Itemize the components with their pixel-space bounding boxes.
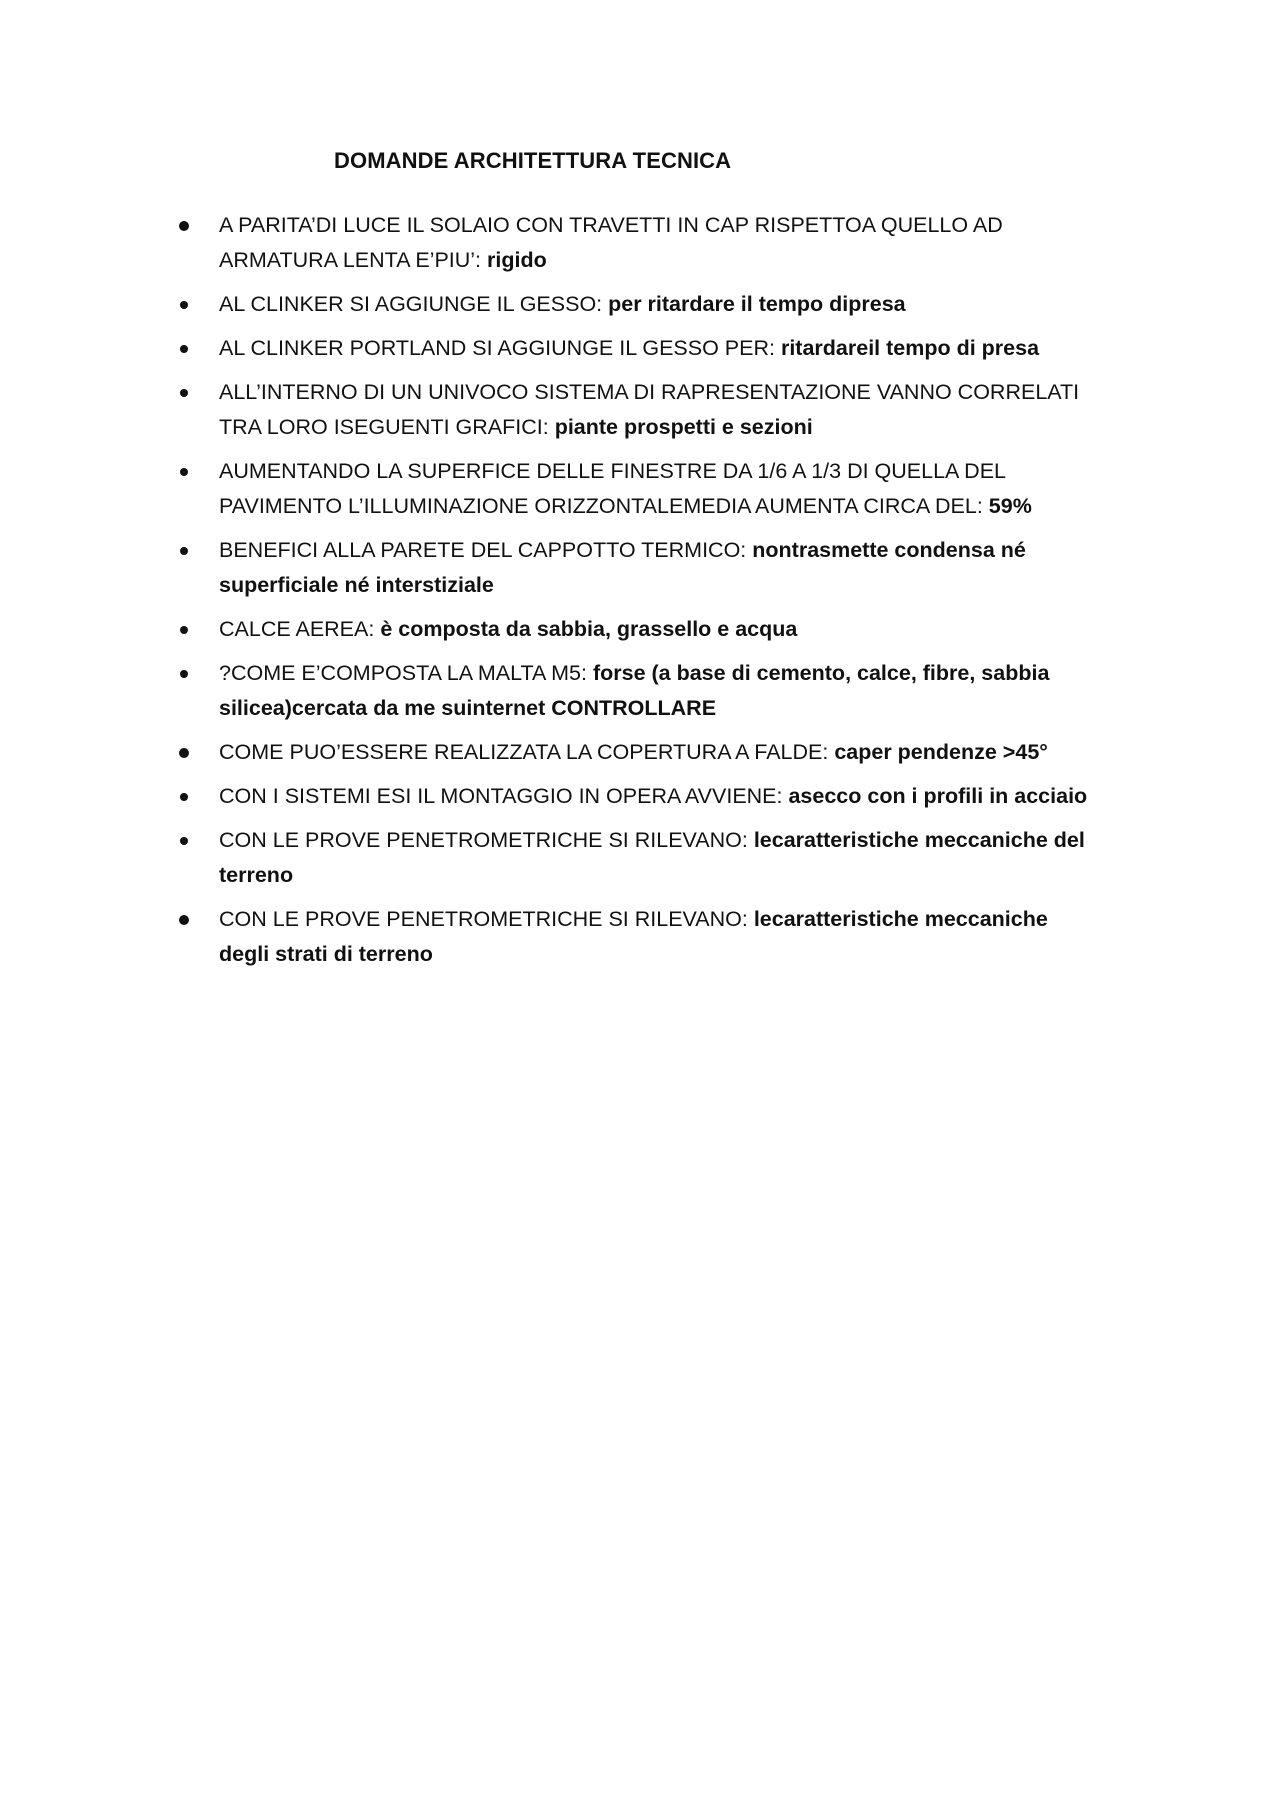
answer-text: rigido (487, 248, 547, 272)
bullet-icon (180, 547, 188, 555)
list-item (178, 612, 1098, 647)
bullet-icon (180, 301, 188, 309)
answer-text: lecaratteristiche meccaniche degli strati di terreno (219, 907, 1048, 966)
bullet-icon (180, 389, 188, 397)
bullet-icon (179, 915, 189, 925)
list-item (178, 533, 1098, 603)
list-item (178, 735, 1098, 770)
bullet-icon (180, 793, 188, 801)
list-item (178, 779, 1098, 814)
question-text: CON LE PROVE PENETROMETRICHE SI RILEVANO: (219, 828, 754, 852)
answer-text: è composta da sabbia, grassello e acqua (380, 617, 798, 641)
bullet-icon (180, 670, 188, 678)
bullet-icon (180, 345, 188, 353)
question-text: AL CLINKER PORTLAND SI AGGIUNGE IL GESSO PER: (219, 336, 781, 360)
list-item (178, 454, 1098, 524)
answer-text: piante prospetti e sezioni (554, 415, 813, 439)
answer-text: forse (a base di cemento, calce, fibre, sabbia silicea)cercata da me suinternet CONTROLLARE (219, 661, 1050, 720)
bullet-icon (179, 748, 189, 758)
question-text: CON I SISTEMI ESI IL MONTAGGIO IN OPERA AVVIENE: (219, 784, 789, 808)
list-item (178, 375, 1098, 445)
bullet-icon (180, 468, 188, 476)
answer-text: 59% (988, 494, 1032, 518)
document-title: DOMANDE ARCHITETTURA TECNICA (334, 148, 732, 173)
list-item (178, 902, 1098, 972)
question-list (178, 208, 1098, 981)
answer-text: per ritardare il tempo dipresa (608, 292, 906, 316)
list-item (178, 656, 1098, 726)
question-text: ALL’INTERNO DI UN UNIVOCO SISTEMA DI RAPRESENTAZIONE VANNO CORRELATI TRA LORO ISEGUENTI GRAFICI: (219, 380, 1080, 439)
list-item (178, 287, 1098, 322)
bullet-icon (179, 221, 189, 231)
bullet-icon (180, 837, 188, 845)
answer-text: asecco con i profili in acciaio (788, 784, 1088, 808)
question-text: AUMENTANDO LA SUPERFICE DELLE FINESTRE DA 1/6 A 1/3 DI QUELLA DEL PAVIMENTO L’ILLUMINAZIONE ORIZZONTALEMEDIA AUMENTA CIRCA DEL: (219, 459, 1006, 518)
question-text: AL CLINKER SI AGGIUNGE IL GESSO: (219, 292, 609, 316)
question-text: ?COME E’COMPOSTA LA MALTA M5: (219, 661, 593, 685)
answer-text: ritardareil tempo di presa (780, 336, 1040, 360)
list-item (178, 331, 1098, 366)
question-text: COME PUO’ESSERE REALIZZATA LA COPERTURA A FALDE: (219, 740, 835, 764)
bullet-icon (180, 626, 188, 634)
answer-text: lecaratteristiche meccaniche del terreno (219, 828, 1085, 887)
answer-text: nontrasmette condensa né superficiale né interstiziale (219, 538, 1026, 597)
question-text: CALCE AEREA: (219, 617, 381, 641)
question-text: BENEFICI ALLA PARETE DEL CAPPOTTO TERMICO: (219, 538, 753, 562)
list-item (178, 208, 1098, 278)
answer-text: caper pendenze >45° (834, 740, 1048, 764)
question-text: CON LE PROVE PENETROMETRICHE SI RILEVANO: (219, 907, 754, 931)
question-text: A PARITA’DI LUCE IL SOLAIO CON TRAVETTI IN CAP RISPETTOA QUELLO AD ARMATURA LENTA E’PIU’: (219, 213, 1003, 272)
list-item (178, 823, 1098, 893)
